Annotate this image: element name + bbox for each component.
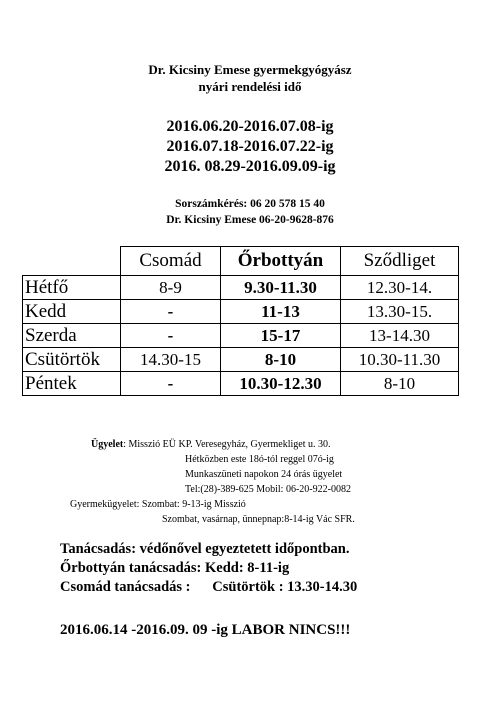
csomad-cell: - <box>121 372 221 396</box>
table-row <box>23 276 459 300</box>
day-cell: Csütörtök <box>23 348 121 372</box>
col-header-szodliget: Sződliget <box>341 247 459 276</box>
orbottyan-cell: 15-17 <box>221 324 341 348</box>
period-1: 2016.06.20-2016.07.08-ig <box>166 118 334 135</box>
ugyelet-address: : Misszió EÜ KP. Veresegyház, Gyermekliget u. 30. <box>123 439 331 450</box>
csomad-cell: 8-9 <box>121 276 221 300</box>
schedule-subtitle: nyári rendelési idő <box>198 79 302 94</box>
corner-cell <box>23 247 121 276</box>
szodliget-cell: 13.30-15. <box>341 300 459 324</box>
ugyelet-line-2: Hétközben este 18ó-tól reggel 07ó-ig <box>185 454 334 465</box>
period-3: 2016. 08.29-2016.09.09-ig <box>164 158 336 175</box>
ugyelet-line-3: Munkaszüneti napokon 24 órás ügyelet <box>185 469 343 480</box>
ugyelet-line-5: Gyermekügyelet: Szombat: 9-13-ig Misszió <box>70 499 246 510</box>
day-cell: Péntek <box>23 372 121 396</box>
orbottyan-cell: 10.30-12.30 <box>221 372 341 396</box>
orbottyan-consultation: Őrbottyán tanácsadás: Kedd: 8-11-ig <box>60 560 290 576</box>
szodliget-cell: 13-14.30 <box>341 324 459 348</box>
table-row <box>23 348 459 372</box>
labor-closed-notice: 2016.06.14 -2016.09. 09 -ig LABOR NINCS!!! <box>60 622 351 638</box>
schedule-table <box>22 246 459 396</box>
csomad-cell: - <box>121 300 221 324</box>
csomad-consultation: Csomád tanácsadás : Csütörtök : 13.30-14.30 <box>60 579 358 595</box>
col-header-csomad: Csomád <box>121 247 221 276</box>
ugyelet-line-6: Szombat, vasárnap, ünnepnap:8-14-ig Vác SFR. <box>162 514 355 525</box>
table-row <box>23 372 459 396</box>
table-header-row <box>23 247 459 276</box>
doctor-phone: Dr. Kicsiny Emese 06-20-9628-876 <box>166 214 334 226</box>
table-row <box>23 324 459 348</box>
table-row <box>23 300 459 324</box>
orbottyan-cell: 8-10 <box>221 348 341 372</box>
period-2: 2016.07.18-2016.07.22-ig <box>166 138 334 155</box>
ugyelet-label: Ügyelet <box>91 439 124 450</box>
col-header-orbottyan: Őrbottyán <box>221 247 341 276</box>
day-cell: Szerda <box>23 324 121 348</box>
ticket-phone: Sorszámkérés: 06 20 578 15 40 <box>175 198 325 210</box>
ugyelet-line-1 <box>91 437 331 452</box>
day-cell: Hétfő <box>23 276 121 300</box>
consultation-note: Tanácsadás: védőnővel egyeztetett időpontban. <box>60 541 350 557</box>
szodliget-cell: 10.30-11.30 <box>341 348 459 372</box>
day-cell: Kedd <box>23 300 121 324</box>
doctor-title: Dr. Kicsiny Emese gyermekgyógyász <box>148 62 352 77</box>
szodliget-cell: 12.30-14. <box>341 276 459 300</box>
orbottyan-cell: 9.30-11.30 <box>221 276 341 300</box>
ugyelet-line-4: Tel:(28)-389-625 Mobil: 06-20-922-0082 <box>185 484 351 495</box>
csomad-cell: - <box>121 324 221 348</box>
szodliget-cell: 8-10 <box>341 372 459 396</box>
orbottyan-cell: 11-13 <box>221 300 341 324</box>
csomad-cell: 14.30-15 <box>121 348 221 372</box>
